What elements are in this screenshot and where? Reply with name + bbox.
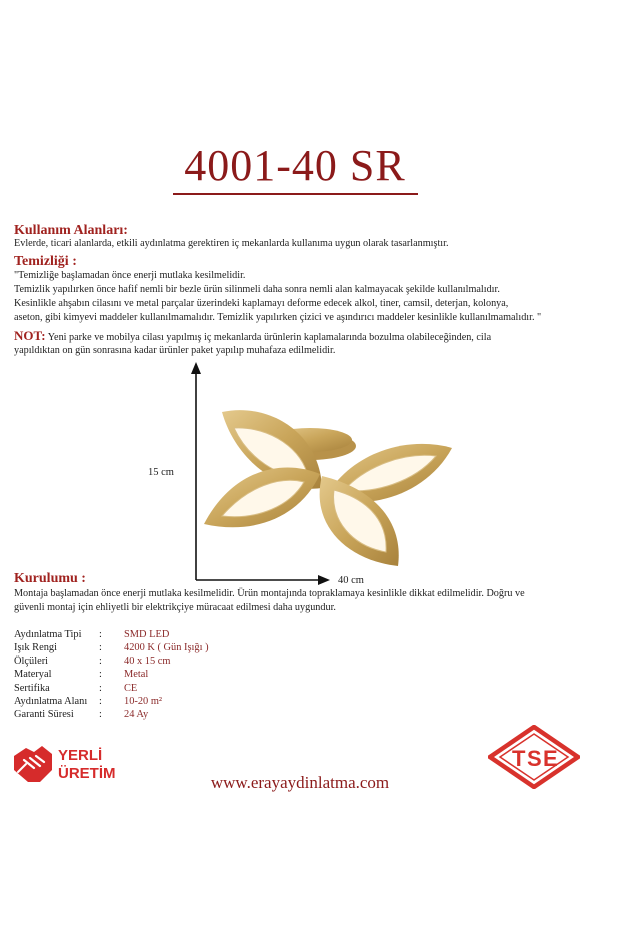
tse-logo xyxy=(488,725,580,789)
spec-value: Metal xyxy=(124,669,149,681)
usage-heading: Kullanım Alanları: xyxy=(14,223,128,238)
spec-key: Materyal xyxy=(14,669,52,681)
spec-sep: : xyxy=(99,629,102,640)
usage-text: Evlerde, ticari alanlarda, etkili aydınlatma gerektiren iç mekanlarda kullanıma uygun olarak tasarlanmıştır. xyxy=(14,238,449,249)
spec-key: Garanti Süresi xyxy=(14,709,74,721)
spec-sep: : xyxy=(99,669,102,681)
height-label: 15 cm xyxy=(148,467,174,478)
spec-sep: : xyxy=(99,696,102,708)
spec-sep: : xyxy=(99,709,102,721)
spec-value: 40 x 15 cm xyxy=(124,655,171,667)
note-label: NOT: xyxy=(14,328,46,343)
spec-key: Ölçüleri xyxy=(14,655,49,667)
installation-line-2: güvenli montaj için ehliyetli bir elektrikçiye müracaat edilmesi daha uygundur. xyxy=(14,602,336,613)
spec-row xyxy=(14,641,209,654)
spec-value: SMD LED xyxy=(124,629,170,640)
badge-line-1: YERLİ xyxy=(58,747,103,764)
spec-value: 24 Ay xyxy=(124,709,149,721)
spec-value: CE xyxy=(124,682,138,694)
height-arrow-head xyxy=(191,362,201,374)
width-label: 40 cm xyxy=(338,575,364,586)
spec-value: 4200 K ( Gün Işığı ) xyxy=(124,642,209,654)
website-url: www.erayaydinlatma.com xyxy=(210,773,390,792)
spec-row xyxy=(14,708,209,721)
spec-row xyxy=(14,668,209,681)
page-title: 4001-40 SR xyxy=(184,141,406,190)
spec-sep: : xyxy=(99,682,102,694)
spec-key: Işık Rengi xyxy=(14,642,58,654)
cleaning-line-2: Temizlik yapılırken önce hafif nemli bir bezle ürün silinmeli daha sonra nemli alan kalmayacak şekilde kullanılmalıdır. xyxy=(14,284,500,295)
tse-letter-t: T xyxy=(512,746,526,771)
spec-key: Aydınlatma Alanı xyxy=(14,696,88,708)
note-block xyxy=(14,330,491,344)
installation-heading: Kurulumu : xyxy=(14,571,86,586)
spec-table xyxy=(14,628,209,722)
spec-key: Aydınlatma Tipi xyxy=(14,629,82,640)
cleaning-line-3: Kesinlikle ahşabın cilasını ve metal parçalar üzerindeki kaplamayı deforme edecek alkol, tiner, camsil, deterjan, kolonya, xyxy=(14,298,509,309)
note-line-1: Yeni parke ve mobilya cilası yapılmış iç mekanlarda ürünlerin kaplamalarında bozulma olabileceğinden, cila xyxy=(47,332,492,343)
width-arrow-head xyxy=(318,575,330,585)
spec-value: 10-20 m² xyxy=(124,696,163,708)
cleaning-line-4: aseton, gibi kimyevi maddeler kullanılmamalıdır. Temizlik yapılırken çizici ve aşındırıcı maddeler kesinlikle kullanılmamalıdır. " xyxy=(14,312,542,323)
tse-letter-e: E xyxy=(543,746,558,771)
product-illustration xyxy=(0,350,620,590)
cleaning-heading: Temizliği : xyxy=(14,254,77,269)
cleaning-line-1: "Temizliğe başlamadan önce enerji mutlaka kesilmelidir. xyxy=(14,270,246,281)
spec-sep: : xyxy=(99,655,102,667)
spec-row xyxy=(14,655,209,668)
spec-key: Sertifika xyxy=(14,682,50,694)
note-line-2: yapıldıktan on gün sonrasına kadar ürünler paket yapılıp muhafaza edilmelidir. xyxy=(14,345,336,356)
spec-row xyxy=(14,682,209,695)
petal-bottom-left xyxy=(204,467,320,527)
spec-row xyxy=(14,628,209,641)
title-underline xyxy=(173,193,418,195)
installation-line-1: Montaja başlamadan önce enerji mutlaka kesilmelidir. Ürün montajında topraklamaya kesinlikle dikkat edilmelidir. Doğru ve xyxy=(14,588,525,599)
badge-line-2: ÜRETİM xyxy=(58,765,116,782)
spec-sep: : xyxy=(99,642,102,654)
spec-row xyxy=(14,695,209,708)
tse-letter-s: S xyxy=(527,746,542,771)
